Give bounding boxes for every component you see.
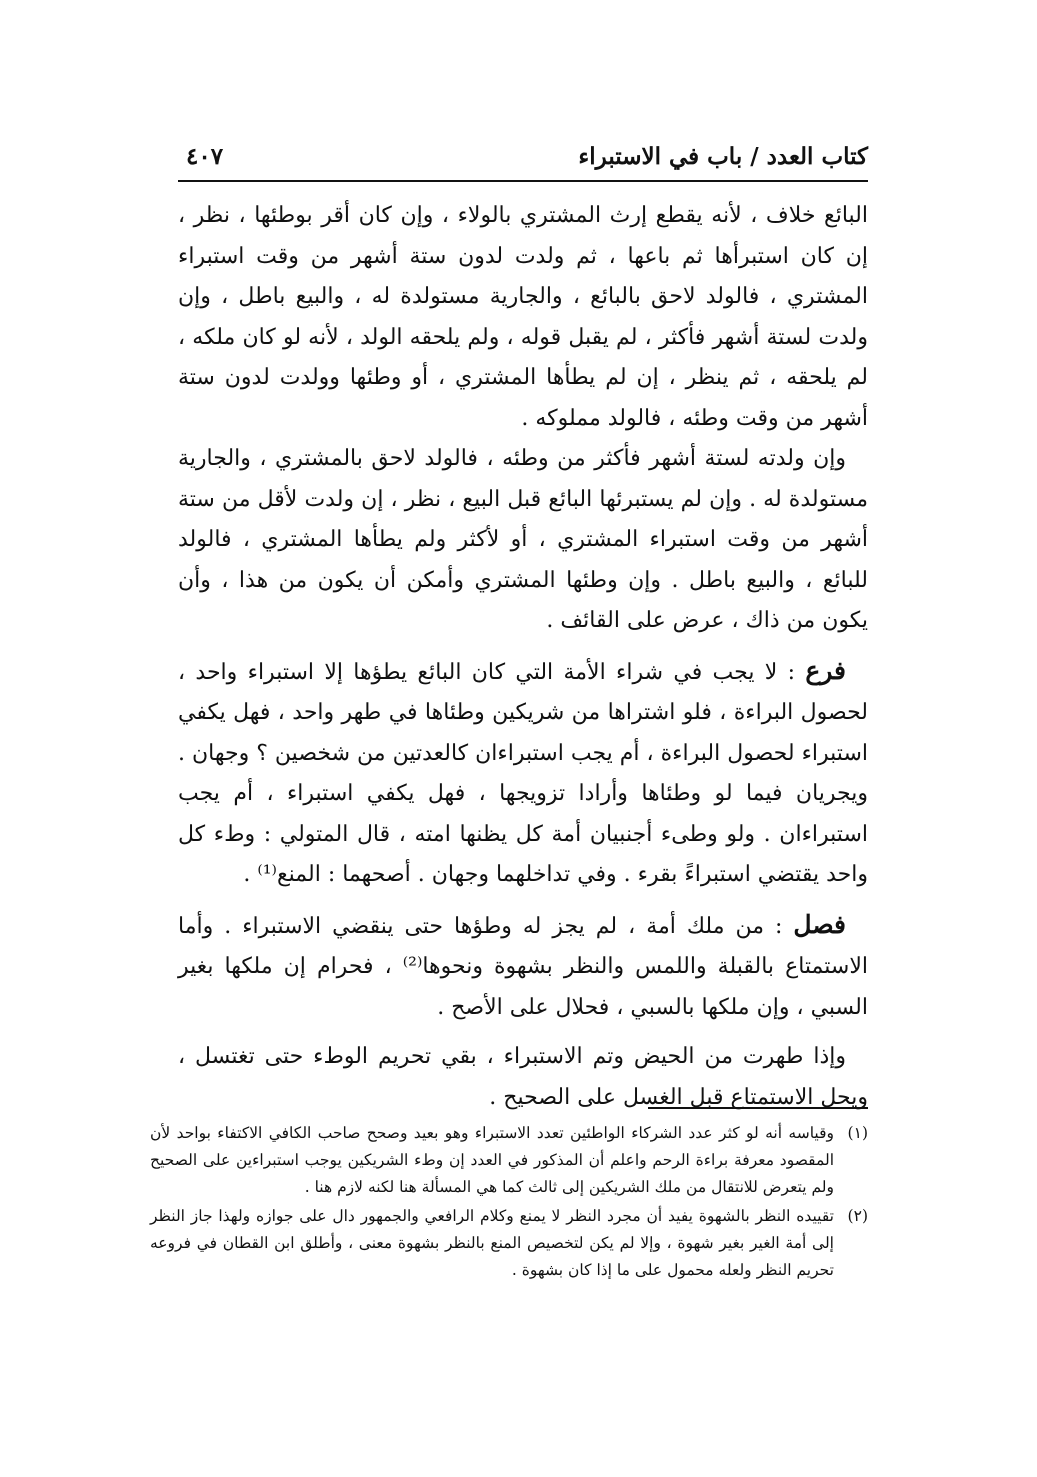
paragraph-1: البائع خلاف ، لأنه يقطع إرث المشتري بالولاء ، وإن كان أقر بوطئها ، نظر ، إن كان استبرأها ثم باعها ، ثم ولدت لدون ستة أشهر من وقت استبراء المشتري ، فالولد لاحق بالبائع ، والجارية مستولدة له ، والبيع باطل ، وإن ولدت لستة أشهر فأكثر ، لم يقبل قوله ، ولم يلحقه الولد ، لأنه لو كان ملكه ، لم يلحقه ، ثم ينظر ، إن لم يطأها المشتري ، أو وطئها وولدت لدون ستة أشهر من وقت وطئه ، فالولد مملوكه .	[178, 203, 868, 431]
footnote-rule	[648, 1107, 868, 1109]
page-number: ٤٠٧	[186, 143, 224, 170]
page-header	[178, 140, 868, 180]
footnotes	[150, 1120, 868, 1286]
lead-word-fasl: فصل	[793, 909, 846, 939]
footnote-number: (٢)	[847, 1207, 868, 1225]
main-text	[178, 196, 868, 1118]
paragraph-4-text: : من ملك أمة ، لم يجز له وطؤها حتى ينقضي الاستبراء . وأما الاستمتاع بالقبلة واللمس والنظر بشهوة ونحوها⁽²⁾ ، فحرام إن ملكها بغير السبي ، وإن ملكها بالسبي ، فحلال على الأصح .	[178, 913, 868, 1020]
paragraph-2: وإن ولدته لستة أشهر فأكثر من وطئه ، فالولد لاحق بالمشتري ، والجارية مستولدة له . وإن لم يستبرئها البائع قبل البيع ، نظر ، إن ولدت لأقل من ستة أشهر من وقت استبراء المشتري ، أو لأكثر ولم يطأها المشتري ، فالولد للبائع ، والبيع باطل . وإن وطئها المشتري وأمكن أن يكون من هذا ، وأن يكون من ذاك ، عرض على القائف .	[178, 446, 868, 633]
paragraph-5: وإذا طهرت من الحيض وتم الاستبراء ، بقي تحريم الوطء حتى تغتسل ، ويحل الاستمتاع قبل الغسل على الصحيح .	[178, 1044, 868, 1110]
footnote-text: وقياسه أنه لو كثر عدد الشركاء الواطئين تعدد الاستبراء وهو بعيد وصحح صاحب الكافي الاكتفاء بواحد لأن المقصود معرفة براءة الرحم واعلم أن المذكور في العدد إن وطء الشريكين يوجب استبراءين على الصحيح ولم يتعرض للانتقال من ملك الشريكين إلى ثالث كما هي المسألة هنا لكنه لازم هنا .	[150, 1124, 834, 1196]
paragraph-4	[178, 905, 868, 1029]
running-title: كتاب العدد / باب في الاستبراء	[578, 143, 868, 170]
footnote-2	[150, 1203, 868, 1284]
footnote-1	[150, 1120, 868, 1201]
paragraph-3	[178, 651, 868, 896]
header-rule	[178, 180, 868, 182]
lead-word-far: فرع	[805, 655, 846, 685]
footnote-text: تقييده النظر بالشهوة يفيد أن مجرد النظر لا يمنع وكلام الرافعي والجمهور دال على جوازه ولهذا جاز النظر إلى أمة الغير بغير شهوة ، وإلا لم يكن لتخصيص المنع بالنظر بشهوة معنى ، وأطلق ابن القطان في فروعه تحريم النظر ولعله محمول على ما إذا كان بشهوة .	[150, 1207, 834, 1279]
footnote-number: (١)	[847, 1124, 868, 1142]
paragraph-3-text: : لا يجب في شراء الأمة التي كان البائع يطؤها إلا استبراء واحد ، لحصول البراءة ، فلو اشتراها من شريكين وطئاها في طهر واحد ، فهل يكفي استبراء لحصول البراءة ، أم يجب استبراءان كالعدتين من شخصين ؟ وجهان . ويجريان فيما لو وطئاها وأرادا تزويجها ، فهل يكفي استبراء ، أم يجب استبراءان . ولو وطىء أجنبيان أمة كل يظنها امته ، قال المتولي : وطء كل واحد يقتضي استبراءً بقرء . وفي تداخلهما وجهان . أصحهما : المنع⁽¹⁾ .	[178, 659, 868, 887]
